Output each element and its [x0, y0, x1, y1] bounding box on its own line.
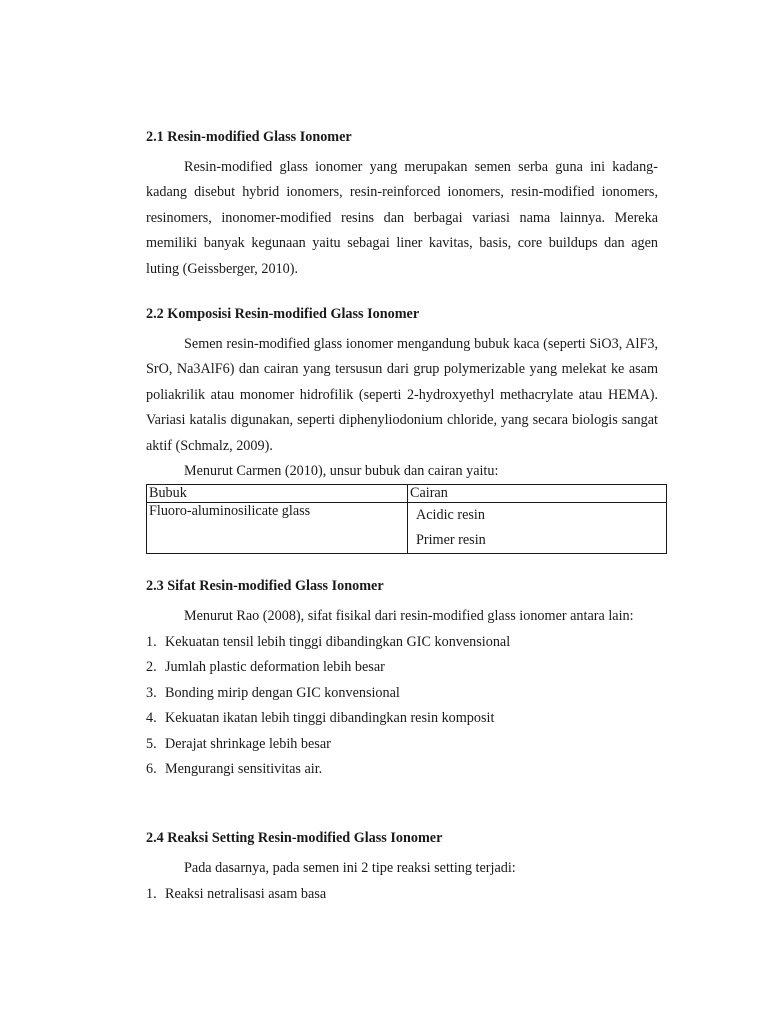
- list-item: 1. Kekuatan tensil lebih tinggi dibandingkan GIC konvensional: [146, 633, 511, 650]
- list-item: 2. Jumlah plastic deformation lebih besar: [146, 659, 385, 676]
- paragraph: Menurut Carmen (2010), unsur bubuk dan cairan yaitu:: [184, 463, 499, 480]
- paragraph: Semen resin-modified glass ionomer mengandung bubuk kaca (seperti SiO3, AlF3, SrO, Na3AlF6) dan cairan yang tersusun dari grup polymerizable yang melekat ke asam poliakrilik atau monomer hidrofilik (seperti 2-hydroxyethyl methacrylate atau HEMA). Variasi katalis digunakan, seperti diphenyliodonium chloride, yang secara biologis sangat aktif (Schmalz, 2009).: [146, 336, 658, 454]
- table-header-cairan: Cairan: [408, 485, 667, 503]
- section-2-3: [146, 576, 658, 782]
- reaction-list: [146, 882, 658, 907]
- table-cell-text: Primer resin: [416, 532, 486, 549]
- table-header-bubuk: Bubuk: [147, 485, 408, 503]
- paragraph: Resin-modified glass ionomer yang merupakan semen serba guna ini kadang-kadang disebut hybrid ionomers, resin-reinforced ionomers, resin-modified ionomers, resinomers, inonomer-modified resins dan berbagai variasi nama lainnya. Mereka memiliki banyak kegunaan yaitu sebagai liner kavitas, basis, core buildups dan agen luting (Geissberger, 2010).: [146, 159, 658, 277]
- section-2-2: [146, 304, 658, 554]
- table-header-row: [147, 485, 667, 503]
- section-heading: 2.1 Resin-modified Glass Ionomer: [146, 129, 352, 145]
- section-heading: 2.3 Sifat Resin-modified Glass Ionomer: [146, 578, 384, 595]
- list-item: 3. Bonding mirip dengan GIC konvensional: [146, 684, 400, 701]
- list-item: 6. Mengurangi sensitivitas air.: [146, 760, 323, 777]
- section-heading: 2.4 Reaksi Setting Resin-modified Glass Ionomer: [146, 830, 443, 847]
- composition-table: [146, 484, 667, 554]
- list-item: 4. Kekuatan ikatan lebih tinggi dibandingkan resin komposit: [146, 710, 495, 727]
- table-cell-bubuk: [147, 503, 408, 554]
- list-item: 1. Reaksi netralisasi asam basa: [146, 885, 327, 902]
- table-cell-text: Fluoro-aluminosilicate glass: [149, 503, 311, 520]
- section-heading: 2.2 Komposisi Resin-modified Glass Ionomer: [146, 306, 420, 323]
- table-row: [147, 503, 667, 554]
- document-body: [146, 127, 658, 907]
- paragraph: Menurut Rao (2008), sifat fisikal dari resin-modified glass ionomer antara lain:: [184, 608, 634, 625]
- table-cell-cairan: [408, 503, 667, 554]
- section-2-4: [146, 828, 658, 907]
- paragraph: Pada dasarnya, pada semen ini 2 tipe reaksi setting terjadi:: [184, 860, 516, 877]
- table-cell-text: Acidic resin: [416, 507, 485, 524]
- properties-list: [146, 630, 658, 782]
- section-2-1: [146, 127, 658, 282]
- list-item: 5. Derajat shrinkage lebih besar: [146, 735, 331, 752]
